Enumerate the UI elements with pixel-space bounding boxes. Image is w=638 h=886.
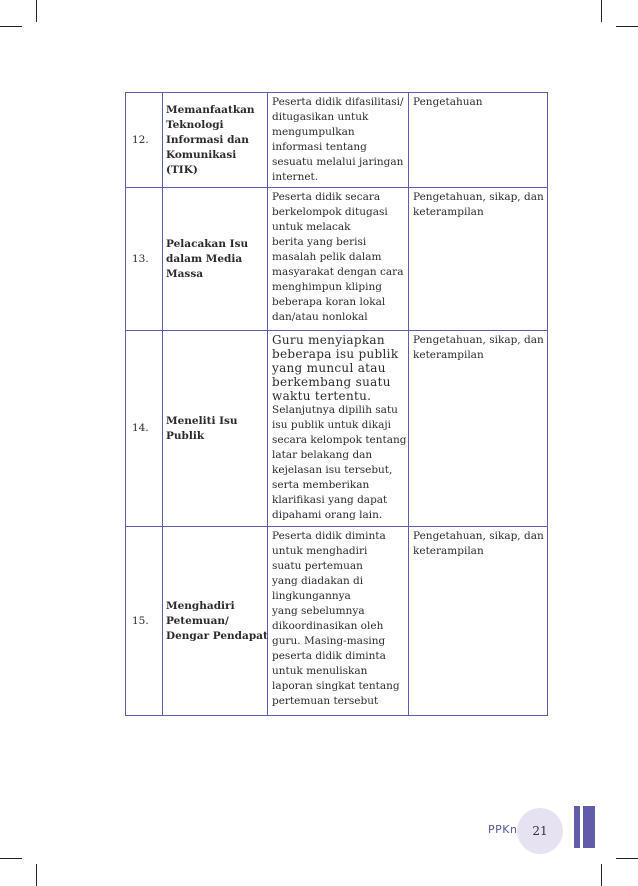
activity-name-line: Dengar Pendapat [166,629,268,642]
aspect-line: keterampilan [413,349,484,361]
row-number: 15. [126,527,163,716]
crop-mark [601,864,602,886]
description-line: dan/atau nonlokal [272,311,368,323]
description-line: yang diadakan di [272,575,364,587]
description-line: internet. [272,171,319,183]
footer-bar [574,806,580,848]
description-line: berkembang suatu [272,375,391,389]
activity-name [163,93,268,188]
crop-mark [36,0,37,22]
description-line: suatu pertemuan [272,560,363,572]
description-line: isu publik untuk dikaji [272,419,391,431]
aspect-line: keterampilan [413,206,484,218]
crop-mark [616,26,638,27]
description-line: sesuatu melalui jaringan [272,156,404,168]
activity-name-line: dalam Media [166,252,243,265]
description-line: ditugasikan untuk [272,111,369,123]
activity-description [268,93,409,188]
crop-mark [0,26,22,27]
description-line: berita yang berisi [272,236,367,248]
book-label: PPKn [488,823,518,836]
activity-name [163,527,268,716]
activity-description [268,331,409,527]
crop-mark [0,858,22,859]
aspect-line: Pengetahuan, sikap, dan [413,191,544,203]
description-line: beberapa koran lokal [272,296,386,308]
description-line: beberapa isu publik [272,347,399,361]
footer-bar [583,806,595,848]
page-number: 21 [517,808,563,854]
description-line: serta memberikan [272,479,370,491]
assessed-aspect [409,93,548,188]
description-line: secara kelompok tentang [272,434,407,446]
table-row [126,188,548,331]
description-line: Peserta didik secara [272,191,381,203]
row-number: 13. [126,188,163,331]
description-line: untuk melacak [272,221,351,233]
activity-description [268,188,409,331]
activity-name-line: Publik [166,429,205,442]
assessed-aspect [409,188,548,331]
crop-mark [616,858,638,859]
table-row [126,331,548,527]
crop-mark [601,0,602,22]
description-line: lingkungannya [272,590,351,602]
description-line: kejelasan isu tersebut, [272,464,393,476]
description-line: waktu tertentu. [272,389,372,403]
description-line: mengumpulkan [272,126,355,138]
description-line: Peserta didik diminta [272,530,386,542]
activity-name [163,331,268,527]
description-line: informasi tentang [272,141,367,153]
assessed-aspect [409,331,548,527]
table-row [126,93,548,188]
activity-name [163,188,268,331]
description-line: dikoordinasikan oleh [272,620,384,632]
description-line: Peserta didik difasilitasi/ [272,96,404,108]
crop-mark [36,864,37,886]
description-line: Guru menyiapkan [272,333,385,347]
description-line: untuk menghadiri [272,545,368,557]
table-row [126,527,548,716]
description-line: dipahami orang lain. [272,509,383,521]
activity-description [268,527,409,716]
aspect-line: Pengetahuan [413,96,483,108]
description-line: Selanjutnya dipilih satu [272,404,398,416]
description-line: laporan singkat tentang [272,680,400,692]
activity-name-line: Petemuan/ [166,614,229,627]
description-line: yang muncul atau [272,361,386,375]
description-line: klarifikasi yang dapat [272,494,388,506]
description-line: guru. Masing-masing [272,635,386,647]
activity-name-line: Meneliti Isu [166,414,238,427]
description-line: latar belakang dan [272,449,373,461]
activity-name-line: Massa [166,267,204,280]
activity-name-line: Komunikasi [166,148,237,161]
description-line: yang sebelumnya [272,605,365,617]
assessed-aspect [409,527,548,716]
description-line: pertemuan tersebut [272,695,379,707]
aspect-line: keterampilan [413,545,484,557]
activity-name-line: Menghadiri [166,599,235,612]
activity-name-line: Teknologi [166,118,224,131]
row-number: 14. [126,331,163,527]
description-line: untuk menuliskan [272,665,368,677]
description-line: masyarakat dengan cara [272,266,404,278]
aspect-line: Pengetahuan, sikap, dan [413,530,544,542]
row-number: 12. [126,93,163,188]
aspect-line: Pengetahuan, sikap, dan [413,334,544,346]
description-line: menghimpun kliping [272,281,382,293]
activities-table [125,92,548,716]
activity-name-line: Informasi dan [166,133,249,146]
description-line: peserta didik diminta [272,650,386,662]
description-line: masalah pelik dalam [272,251,382,263]
activity-name-line: Pelacakan Isu [166,237,249,250]
activity-name-line: Memanfaatkan [166,103,255,116]
activity-name-line: (TIK) [166,163,198,176]
description-line: berkelompok ditugasi [272,206,388,218]
